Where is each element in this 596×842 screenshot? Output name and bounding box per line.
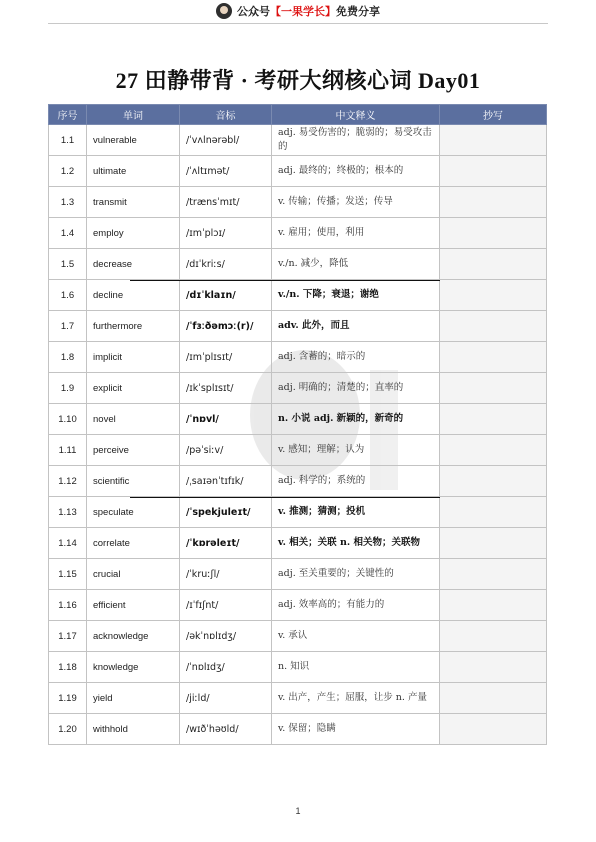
- row-word: novel: [87, 404, 180, 435]
- row-meaning: v. 相关；关联 n. 相关物；关联物: [272, 528, 440, 559]
- row-copy-cell[interactable]: [440, 590, 547, 621]
- row-number: 1.14: [49, 528, 87, 559]
- row-copy-cell[interactable]: [440, 218, 547, 249]
- row-word: speculate: [87, 497, 180, 528]
- row-copy-cell[interactable]: [440, 373, 547, 404]
- column-header-word: 单词: [87, 105, 180, 125]
- row-number: 1.11: [49, 435, 87, 466]
- brand-prefix: 公众号: [237, 5, 270, 18]
- row-number: 1.13: [49, 497, 87, 528]
- row-word: acknowledge: [87, 621, 180, 652]
- row-ipa: /ˈspekjuleɪt/: [180, 497, 272, 528]
- brand-suffix: 免费分享: [336, 5, 380, 18]
- row-number: 1.20: [49, 714, 87, 745]
- row-copy-cell[interactable]: [440, 652, 547, 683]
- vocab-table: [48, 104, 547, 745]
- row-number: 1.7: [49, 311, 87, 342]
- row-word: ultimate: [87, 156, 180, 187]
- row-number: 1.15: [49, 559, 87, 590]
- row-word: employ: [87, 218, 180, 249]
- row-meaning: adj. 最终的；终极的；根本的: [272, 156, 440, 187]
- page-number: 1: [295, 806, 301, 816]
- row-copy-cell[interactable]: [440, 125, 547, 156]
- row-copy-cell[interactable]: [440, 404, 547, 435]
- row-number: 1.5: [49, 249, 87, 280]
- row-ipa: /dɪˈkriːs/: [180, 249, 272, 280]
- row-copy-cell[interactable]: [440, 156, 547, 187]
- row-number: 1.8: [49, 342, 87, 373]
- table-row: [49, 559, 547, 590]
- table-row: [49, 497, 547, 528]
- row-word: efficient: [87, 590, 180, 621]
- row-word: decrease: [87, 249, 180, 280]
- table-row: [49, 311, 547, 342]
- row-ipa: /ˈkruːʃl/: [180, 559, 272, 590]
- row-ipa: /ɪˈfɪʃnt/: [180, 590, 272, 621]
- table-row: [49, 652, 547, 683]
- row-word: crucial: [87, 559, 180, 590]
- table-row: [49, 373, 547, 404]
- row-copy-cell[interactable]: [440, 466, 547, 497]
- row-meaning: v./n. 下降；衰退；谢绝: [272, 280, 440, 311]
- table-row: [49, 280, 547, 311]
- column-header-copy: 抄写: [440, 105, 547, 125]
- row-number: 1.9: [49, 373, 87, 404]
- table-row: [49, 342, 547, 373]
- table-row: [49, 125, 547, 156]
- table-header-row: [49, 105, 547, 125]
- table-row: [49, 466, 547, 497]
- row-number: 1.10: [49, 404, 87, 435]
- row-copy-cell[interactable]: [440, 559, 547, 590]
- row-number: 1.2: [49, 156, 87, 187]
- row-copy-cell[interactable]: [440, 249, 547, 280]
- row-word: explicit: [87, 373, 180, 404]
- row-meaning: n. 知识: [272, 652, 440, 683]
- table-row: [49, 528, 547, 559]
- row-meaning: adj. 易受伤害的；脆弱的；易受攻击的: [272, 125, 440, 156]
- row-number: 1.16: [49, 590, 87, 621]
- row-number: 1.1: [49, 125, 87, 156]
- row-meaning: adj. 明确的；清楚的；直率的: [272, 373, 440, 404]
- row-number: 1.12: [49, 466, 87, 497]
- row-ipa: /trænsˈmɪt/: [180, 187, 272, 218]
- vocab-table-body: [49, 125, 547, 745]
- header-divider: [48, 23, 548, 24]
- column-header-number: 序号: [49, 105, 87, 125]
- row-meaning: v. 传输；传播；发送；传导: [272, 187, 440, 218]
- table-row: [49, 590, 547, 621]
- row-meaning: adj. 至关重要的；关键性的: [272, 559, 440, 590]
- row-meaning: n. 小说 adj. 新颖的，新奇的: [272, 404, 440, 435]
- row-meaning: v. 雇用；使用，利用: [272, 218, 440, 249]
- table-row: [49, 683, 547, 714]
- row-meaning: v. 保留；隐瞒: [272, 714, 440, 745]
- row-copy-cell[interactable]: [440, 435, 547, 466]
- row-number: 1.19: [49, 683, 87, 714]
- brand-highlight: 【一果学长】: [270, 5, 336, 18]
- row-ipa: /wɪðˈhəʊld/: [180, 714, 272, 745]
- row-word: perceive: [87, 435, 180, 466]
- row-ipa: /ɪmˈplɪsɪt/: [180, 342, 272, 373]
- table-row: [49, 249, 547, 280]
- underline-stroke: [130, 497, 440, 498]
- column-header-meaning: 中文释义: [272, 105, 440, 125]
- row-meaning: v. 承认: [272, 621, 440, 652]
- table-row: [49, 435, 547, 466]
- row-copy-cell[interactable]: [440, 683, 547, 714]
- page-title: 27 田静带背 · 考研大纲核心词 Day01: [115, 68, 481, 93]
- underline-stroke: [130, 280, 440, 281]
- row-ipa: /ɪmˈplɔɪ/: [180, 218, 272, 249]
- table-row: [49, 621, 547, 652]
- table-row: [49, 187, 547, 218]
- row-copy-cell[interactable]: [440, 311, 547, 342]
- row-meaning: adj. 科学的；系统的: [272, 466, 440, 497]
- row-number: 1.4: [49, 218, 87, 249]
- row-meaning: v. 推测；猜测；投机: [272, 497, 440, 528]
- row-number: 1.17: [49, 621, 87, 652]
- row-word: withhold: [87, 714, 180, 745]
- table-row: [49, 404, 547, 435]
- row-meaning: v. 出产，产生；屈服，让步 n. 产量: [272, 683, 440, 714]
- row-ipa: /ˈfɜːðəmɔː(r)/: [180, 311, 272, 342]
- row-word: yield: [87, 683, 180, 714]
- row-ipa: /ˈvʌlnərəbl/: [180, 125, 272, 156]
- row-ipa: /ˈnɒlɪdʒ/: [180, 652, 272, 683]
- header-brand: [0, 0, 596, 22]
- row-ipa: /dɪˈklaɪn/: [180, 280, 272, 311]
- row-copy-cell[interactable]: [440, 497, 547, 528]
- row-copy-cell[interactable]: [440, 187, 547, 218]
- row-copy-cell[interactable]: [440, 714, 547, 745]
- row-word: transmit: [87, 187, 180, 218]
- row-meaning: adv. 此外，而且: [272, 311, 440, 342]
- row-number: 1.6: [49, 280, 87, 311]
- row-word: furthermore: [87, 311, 180, 342]
- row-word: decline: [87, 280, 180, 311]
- row-ipa: /ˈnɒvl/: [180, 404, 272, 435]
- row-word: correlate: [87, 528, 180, 559]
- row-meaning: v./n. 减少，降低: [272, 249, 440, 280]
- row-ipa: /ˈʌltɪmət/: [180, 156, 272, 187]
- row-word: implicit: [87, 342, 180, 373]
- row-number: 1.18: [49, 652, 87, 683]
- row-number: 1.3: [49, 187, 87, 218]
- brand-text: [237, 3, 380, 19]
- row-ipa: /əkˈnɒlɪdʒ/: [180, 621, 272, 652]
- row-meaning: adj. 效率高的；有能力的: [272, 590, 440, 621]
- row-word: knowledge: [87, 652, 180, 683]
- table-row: [49, 714, 547, 745]
- row-copy-cell[interactable]: [440, 621, 547, 652]
- row-word: vulnerable: [87, 125, 180, 156]
- row-ipa: /jiːld/: [180, 683, 272, 714]
- row-ipa: /pəˈsiːv/: [180, 435, 272, 466]
- row-ipa: /ɪkˈsplɪsɪt/: [180, 373, 272, 404]
- row-ipa: /ˈkɒrəleɪt/: [180, 528, 272, 559]
- table-row: [49, 218, 547, 249]
- row-ipa: /ˌsaɪənˈtɪfɪk/: [180, 466, 272, 497]
- row-copy-cell[interactable]: [440, 280, 547, 311]
- table-row: [49, 156, 547, 187]
- row-copy-cell[interactable]: [440, 342, 547, 373]
- row-copy-cell[interactable]: [440, 528, 547, 559]
- avatar-icon: [216, 3, 232, 19]
- row-word: scientific: [87, 466, 180, 497]
- row-meaning: v. 感知；理解；认为: [272, 435, 440, 466]
- row-meaning: adj. 含蓄的；暗示的: [272, 342, 440, 373]
- column-header-ipa: 音标: [180, 105, 272, 125]
